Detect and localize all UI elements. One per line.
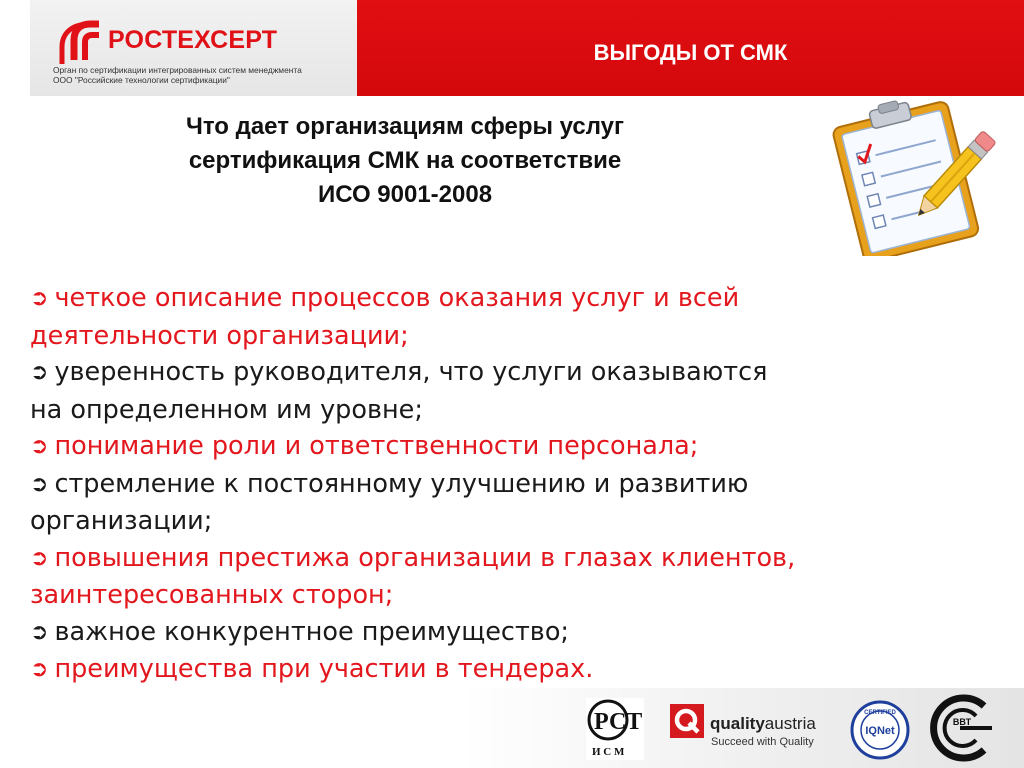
benefit-text-continued: заинтересованных сторон;	[30, 580, 394, 610]
organization-line-1: Орган по сертификации интегрированных систем менеджмента	[53, 65, 302, 75]
clipboard-checklist-icon	[818, 98, 1003, 256]
benefit-item	[30, 614, 990, 652]
slide-title: ВЫГОДЫ ОТ СМК	[593, 40, 788, 65]
organization-line-2: ООО "Российские технологии сертификации"	[53, 75, 230, 85]
subtitle-line-2: сертификация СМК на соответствие	[188, 147, 622, 174]
iqnet-mark-text: IQNet	[865, 725, 895, 737]
benefit-text: повышения престижа организации в глазах клиентов,	[54, 542, 796, 573]
organization-description	[53, 65, 353, 85]
slide-header	[0, 0, 1024, 96]
vvt-certification-logo-icon	[926, 694, 996, 762]
subtitle-line-3: ИСО 9001-2008	[317, 181, 493, 208]
gost-r-certification-logo-icon	[586, 698, 644, 760]
benefit-text: важное конкурентное преимущество;	[54, 616, 570, 647]
gost-sub-text: И С М	[592, 746, 625, 758]
benefit-item	[30, 466, 990, 540]
benefit-text: понимание роли и ответственности персонала;	[54, 431, 699, 461]
iqnet-ring-text: CERTIFIED	[864, 710, 896, 716]
benefit-item	[30, 651, 990, 689]
benefit-text: стремление к постоянному улучшению и развитию	[54, 468, 749, 499]
bullet-arrow-icon: ➲	[30, 360, 49, 385]
benefit-item	[30, 428, 990, 466]
brand-name: РОСТЕХСЕРТ	[108, 26, 278, 54]
benefit-text-continued: деятельности организации;	[30, 320, 409, 351]
benefits-list	[30, 280, 990, 689]
benefit-text: четкое описание процессов оказания услуг и всей	[54, 283, 740, 313]
quality-austria-tagline: Succeed with Quality	[711, 736, 814, 748]
benefit-text: преимущества при участии в тендерах.	[54, 654, 594, 684]
subtitle-line-1: Что дает организациям сферы услуг	[185, 113, 625, 140]
benefit-item	[30, 354, 990, 428]
benefit-item	[30, 280, 990, 354]
quality-austria-name: qualityaustria	[710, 714, 816, 733]
quality-austria-q-icon	[670, 704, 704, 738]
bullet-arrow-icon: ➲	[30, 434, 49, 459]
bullet-arrow-icon: ➲	[30, 657, 49, 682]
vvt-mark-text: ВВТ	[952, 717, 972, 727]
benefit-text-continued: на определенном им уровне;	[30, 394, 423, 425]
gost-mark-text: РСТ	[594, 709, 643, 735]
rostekhsert-logo-icon	[52, 18, 104, 64]
benefit-text-continued: организации;	[30, 506, 213, 536]
slide-subtitle	[60, 110, 750, 212]
bullet-arrow-icon: ➲	[30, 619, 49, 645]
benefit-item	[30, 540, 990, 614]
bullet-arrow-icon: ➲	[30, 545, 49, 571]
bullet-arrow-icon: ➲	[30, 471, 49, 497]
iqnet-certified-logo-icon	[850, 700, 910, 760]
bullet-arrow-icon: ➲	[30, 286, 49, 311]
benefit-text: уверенность руководителя, что услуги оказываются	[54, 357, 768, 387]
